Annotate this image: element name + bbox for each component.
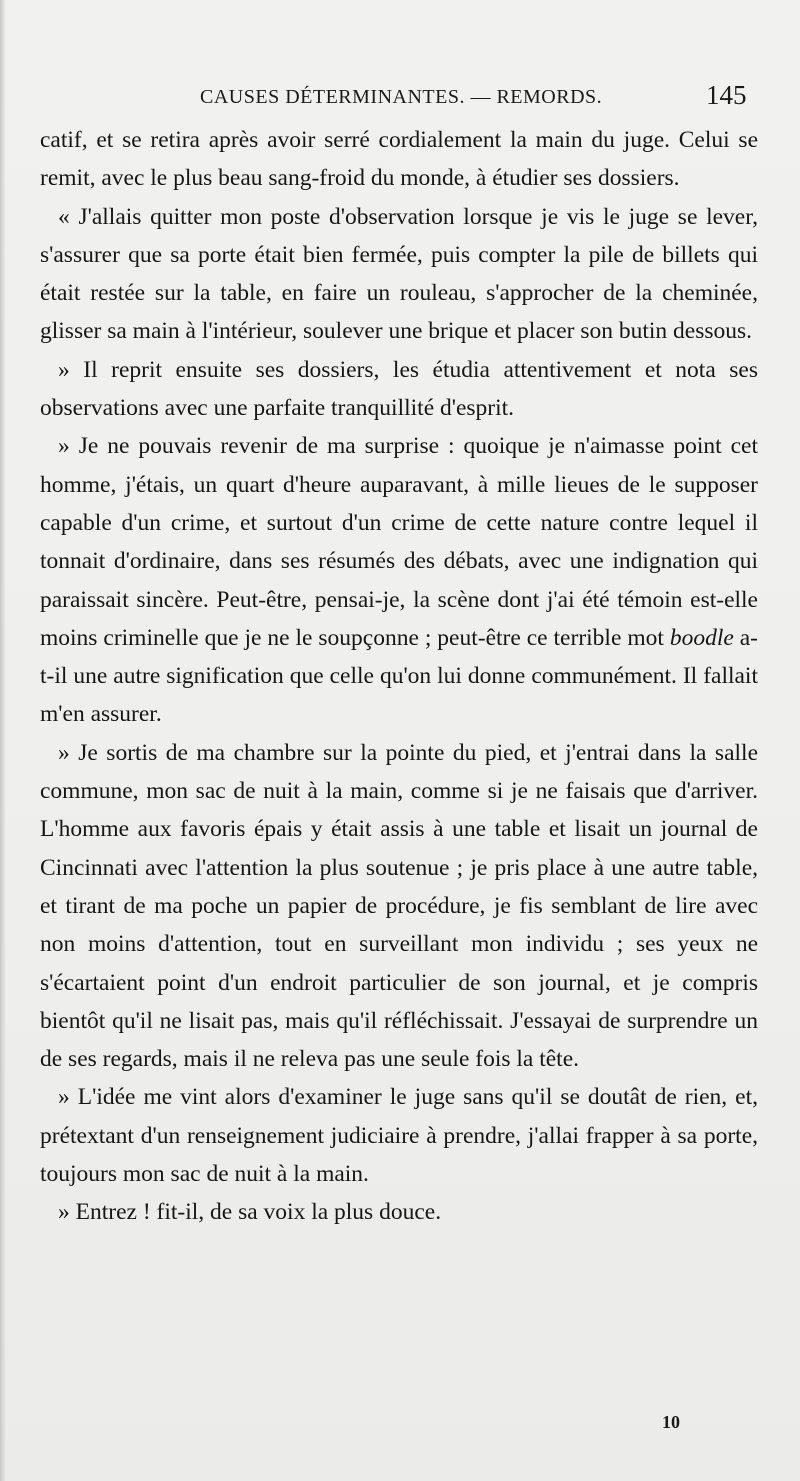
paragraph: » Il reprit ensuite ses dossiers, les étudia attentivement et nota ses observations avec une parfaite tranquillité d'esprit. (40, 356, 758, 422)
page-number: 145 (706, 80, 747, 110)
body-text (40, 121, 758, 1232)
paragraph: » L'idée me vint alors d'examiner le juge sans qu'il se doutât de rien, et, prétextant d'un renseignement judiciaire à prendre, j'allai frapper à sa porte, toujours mon sac de nuit à la main. (40, 1084, 758, 1188)
paragraph: « J'allais quitter mon poste d'observation lorsque je vis le juge se lever, s'assurer que sa porte était bien fermée, puis compter la pile de billets qui était restée sur la table, en faire un rouleau, s'approcher de la cheminée, glisser sa main à l'intérieur, soulever une brique et placer son butin dessous. (40, 203, 758, 345)
paragraph: catif, et se retira après avoir serré cordialement la main du juge. Celui se remit, avec le plus beau sang-froid du monde, à étudier ses dossiers. (40, 127, 758, 192)
paragraph-text: a-t-il une autre signification que celle qu'on lui donne communément. Il fallait m'en assurer. (40, 624, 758, 728)
paragraph (40, 427, 758, 733)
emphasized-word: boodle (669, 624, 734, 651)
paragraph: » Je sortis de ma chambre sur la pointe du pied, et j'entrai dans la salle commune, mon sac de nuit à la main, comme si je ne faisais que d'arriver. L'homme aux favoris épais y était assis à une table et lisait un journal de Cincinnati avec l'attention la plus soutenue ; je pris place à une autre table, et tirant de ma poche un papier de procédure, je fis semblant de lire avec non moins d'attention, tout en surveillant mon individu ; ses yeux ne s'écartaient point d'un endroit particulier de son journal, et je compris bientôt qu'il ne lisait pas, mais qu'il réfléchissait. J'essayai de surprendre un de ses regards, mais il ne releva pas une seule fois la tête. (40, 739, 758, 1073)
signature-mark: 10 (662, 1412, 680, 1432)
running-head (0, 80, 800, 120)
running-title: CAUSES DÉTERMINANTES. — REMORDS. (200, 86, 603, 108)
paragraph: » Entrez ! fit-il, de sa voix la plus douce. (58, 1199, 442, 1226)
paragraph-text: » Je ne pouvais revenir de ma surprise : quoique je n'aimasse point cet homme, j'étais, un quart d'heure auparavant, à mille lieues de le supposer capable d'un crime, et surtout d'un crime de cette nature contre lequel il tonnait d'ordinaire, dans ses résumés des débats, avec une indignation qui paraissait sincère. Peut-être, pensai-je, la scène dont j'ai été témoin est-elle moins criminelle que je ne le soupçonne ; peut-être ce terrible mot (40, 433, 758, 651)
